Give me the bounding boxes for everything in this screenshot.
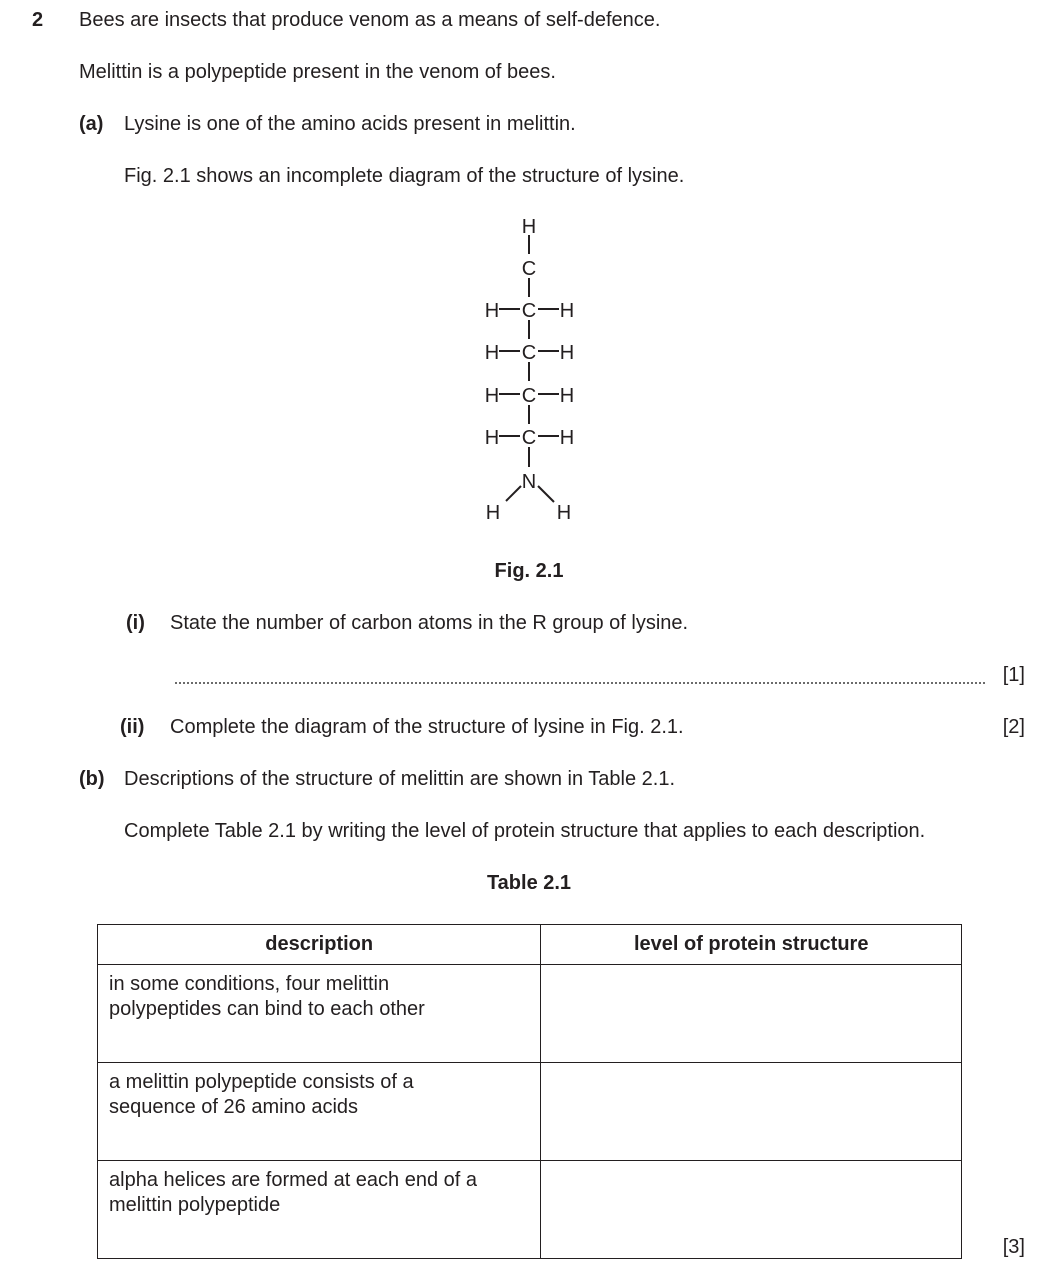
atom-h: H [559, 342, 575, 364]
answer-line[interactable] [175, 682, 985, 684]
part-a-i-label: (i) [126, 612, 145, 634]
figure-caption: Fig. 2.1 [494, 560, 564, 582]
atom-c: C [521, 342, 537, 364]
part-a-i-marks: [1] [1002, 664, 1025, 686]
description-cell: a melittin polypeptide consists of a sequence of 26 amino acids [98, 1063, 541, 1161]
column-header-level: level of protein structure [541, 925, 962, 965]
atom-c: C [521, 385, 537, 407]
intro-line-2: Melittin is a polypeptide present in the venom of bees. [79, 61, 556, 83]
atom-h: H [559, 427, 575, 449]
atom-h: H [484, 342, 500, 364]
table-caption: Table 2.1 [486, 872, 572, 894]
part-b-instruction: Complete Table 2.1 by writing the level of protein structure that applies to each description. [124, 820, 926, 842]
figure-intro-text: Fig. 2.1 shows an incomplete diagram of the structure of lysine. [124, 165, 685, 187]
atom-h: H [521, 216, 537, 238]
table-header-row [98, 925, 962, 965]
bond-line [538, 486, 554, 502]
part-a-ii-label: (ii) [120, 716, 145, 738]
answer-cell[interactable] [541, 1161, 962, 1259]
answer-cell[interactable] [541, 1063, 962, 1161]
part-a-label: (a) [79, 113, 104, 135]
answer-cell[interactable] [541, 965, 962, 1063]
atom-c: C [521, 427, 537, 449]
part-a-i-text: State the number of carbon atoms in the R group of lysine. [170, 612, 689, 634]
part-a-ii-text: Complete the diagram of the structure of lysine in Fig. 2.1. [170, 716, 684, 738]
table-row [98, 1161, 962, 1259]
intro-line-1: Bees are insects that produce venom as a means of self-defence. [79, 9, 661, 31]
protein-structure-table [97, 924, 962, 1259]
question-number: 2 [32, 9, 44, 31]
table-row [98, 965, 962, 1063]
table-row [98, 1063, 962, 1161]
atom-h: H [559, 385, 575, 407]
atom-h: H [485, 502, 501, 524]
description-cell: alpha helices are formed at each end of a melittin polypeptide [98, 1161, 541, 1259]
part-a-ii-marks: [2] [1002, 716, 1025, 738]
column-header-description: description [98, 925, 541, 965]
part-b-marks: [3] [1002, 1236, 1025, 1258]
atom-c: C [521, 258, 537, 280]
description-cell: in some conditions, four melittin polypeptides can bind to each other [98, 965, 541, 1063]
atom-h: H [559, 300, 575, 322]
part-b-text: Descriptions of the structure of melittin are shown in Table 2.1. [124, 768, 676, 790]
atom-c: C [521, 300, 537, 322]
atom-n: N [521, 471, 537, 493]
bond-line [506, 486, 521, 501]
part-b-label: (b) [79, 768, 105, 790]
atom-h: H [484, 427, 500, 449]
lysine-structure-diagram [470, 205, 600, 525]
atom-h: H [484, 385, 500, 407]
part-a-text: Lysine is one of the amino acids present in melittin. [124, 113, 576, 135]
atom-h: H [484, 300, 500, 322]
atom-h: H [556, 502, 572, 524]
